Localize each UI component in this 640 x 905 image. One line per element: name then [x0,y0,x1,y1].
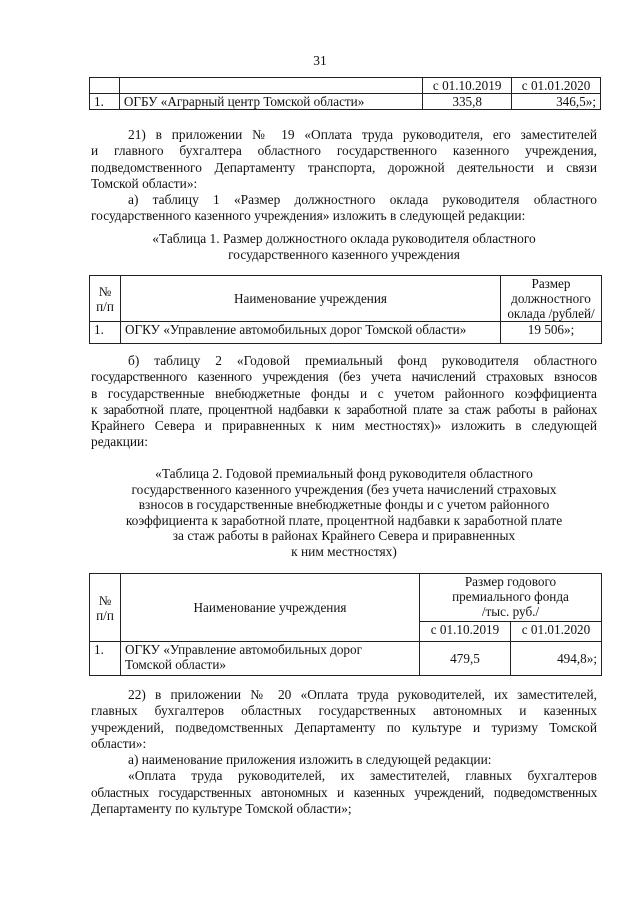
caption-line: за стаж работы в районах Крайнего Севера и приравненных [172,528,516,544]
paragraph-21 [91,127,597,225]
header-number: № п/п [90,574,121,642]
table-header-date2: с 01.01.2020 [512,78,601,94]
text-line: к заработной плате, процентной надбавки к заработной плате за стаж работы в районах [91,401,597,417]
header-name: Наименование учреждения [121,276,501,322]
text-line: 21) в приложении № 19 «Оплата труда руководителя, его заместителей [128,127,597,142]
text-line: государственного казенного учреждения» изложить в следующей редакции: [91,208,526,224]
institution-name: ОГКУ «Управление автомобильных дорог Томской области» [121,322,501,344]
text-line: Крайнего Севера и приравненных к ним местностях)» изложить в следующей [91,418,597,434]
fund-value-2019: 479,5 [420,642,511,676]
text-line: а) наименование приложения изложить в следующей редакции: [128,752,492,768]
row-number: 1. [90,642,121,676]
header-date1: с 01.10.2019 [420,622,511,642]
institution-name: ОГКУ «Управление автомобильных дорог Томской области» [121,642,420,676]
table-header-date1: с 01.10.2019 [423,78,512,94]
text-line: а) таблицу 1 «Размер должностного оклада руководителя областного [128,192,597,208]
table-agrarian [89,77,601,110]
text-line: области»: [91,735,147,751]
paragraph-b [91,353,597,451]
paragraph-22 [91,687,597,817]
text-line: областных государственных автономных и казенных учреждений, подведомственных [91,784,597,800]
row-number: 1. [90,94,120,110]
text-line: Департаменту по культуре Томской области»; [91,801,352,817]
caption-line: государственного казенного учреждения [228,246,460,262]
fund-value-2020: 494,8»; [511,642,602,676]
text-line: «Оплата труда руководителей, их заместителей, главных бухгалтеров [128,768,597,784]
text-line: редакции: [91,434,148,450]
header-date2: с 01.01.2020 [511,622,602,642]
text-line: и главного бухгалтера областного государственного казенного учреждения, [91,143,597,159]
row-number: 1. [90,322,121,344]
text-line: главных бухгалтеров областных государственных автономных и казенных [91,703,597,719]
text-line: 22) в приложении № 20 «Оплата труда руководителей, их заместителей, [128,687,597,702]
header-name: Наименование учреждения [121,574,420,642]
text-line: б) таблицу 2 «Годовой премиальный фонд руководителя областного [128,353,597,368]
text-line: подведомственного Департаменту транспорта, дорожной деятельности и связи [91,159,597,175]
caption-line: «Таблица 1. Размер должностного оклада руководителя областного [152,231,536,246]
table2-caption [91,466,597,560]
caption-line: государственного казенного учреждения (без учета начислений страховых [131,481,557,497]
header-number: № п/п [90,276,121,322]
text-line: Томской области»: [91,175,198,191]
value-2020: 346,5»; [512,94,601,110]
page-number: 31 [313,53,327,68]
table-cell-empty [119,78,422,94]
text-line: в государственные внебюджетные фонды и с учетом районного коэффициента [91,385,597,401]
table-2 [89,573,602,676]
header-fund: Размер годового премиального фонда /тыс. руб./ [420,574,602,622]
header-salary: Размер должностного оклада /рублей/ [501,276,602,322]
table-1 [89,275,602,344]
salary-value: 19 506»; [501,322,602,344]
caption-line: взносов в государственные внебюджетные фонды и с учетом районного [138,497,550,513]
institution-name: ОГБУ «Аграрный центр Томской области» [119,94,422,110]
caption-line: коэффициента к заработной плате, процентной надбавки к заработной плате [125,512,563,528]
value-2019: 335,8 [423,94,512,110]
text-line: государственного казенного учреждения (без учета начислений страховых взносов [91,369,597,385]
text-line: учреждений, подведомственных Департаменту по культуре и туризму Томской [91,719,597,735]
table-cell-empty [90,78,120,94]
table1-caption [91,231,597,262]
caption-line: к ним местностях) [291,543,397,559]
caption-line: «Таблица 2. Годовой премиальный фонд руководителя областного [155,466,533,481]
